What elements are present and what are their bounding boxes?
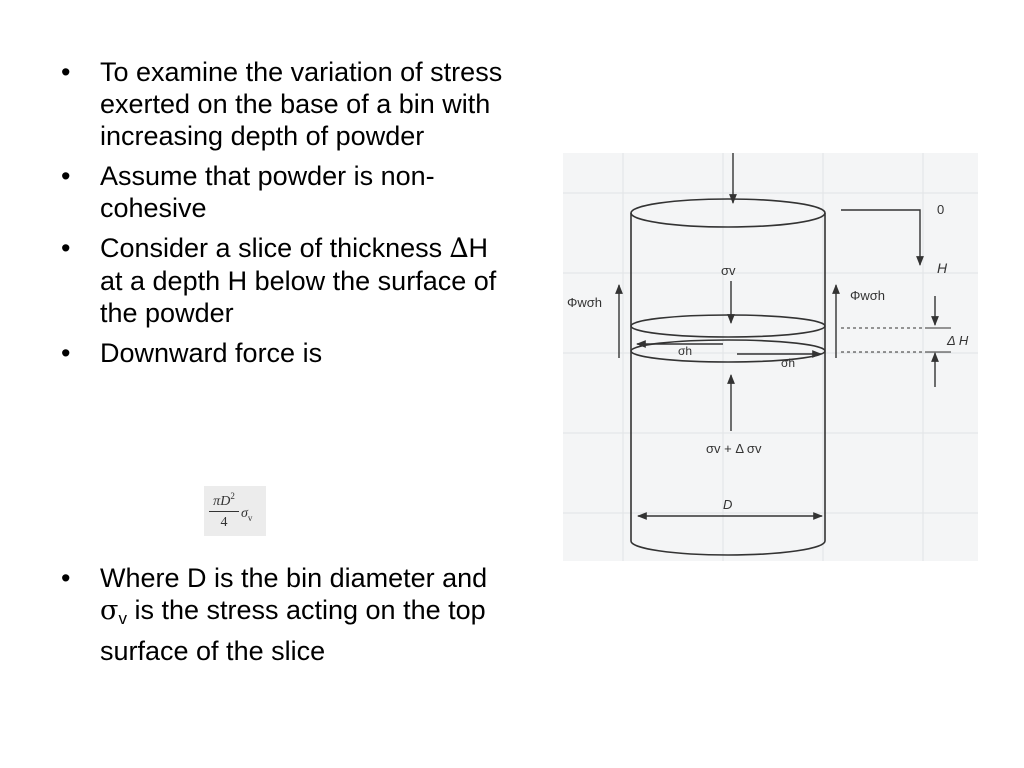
formula-sigma-subscript: v [247,512,253,523]
bullet-item [61,56,511,152]
label-diameter: D [723,497,733,512]
formula-sigma-symbol: σ [241,506,248,521]
bullet-text: Downward force is [100,338,323,368]
bin-slice-diagram [563,153,978,561]
bullet-text-pre: Consider a slice of thickness [100,233,450,263]
downward-force-formula [204,486,266,536]
label-sigma-h-right: σh [781,356,796,370]
formula-denominator: 4 [220,515,228,530]
bullet-list-top [61,56,511,369]
delta-h-extensions [841,328,951,352]
slice-bottom-ellipse [631,340,825,362]
label-sigma-v: σv [721,263,736,278]
label-phi-right: Φwσh [850,288,886,303]
formula-d: D [220,494,231,509]
background-grid [563,153,978,561]
formula-pi: π [213,494,221,509]
label-phi-left: Φwσh [567,295,603,310]
label-delta-h: Δ H [947,333,969,348]
bullet-marker: • [61,563,71,593]
bin-bottom-arc [631,541,825,555]
diagram-svg [563,153,978,561]
bullet-item [61,562,511,667]
bullet-text-post: H at a depth H below the surface of the powder [100,233,497,328]
label-sigma-v-delta: σv + Δ σv [706,441,762,456]
bullet-text-pre: Where D is the bin diameter and [100,563,488,593]
fraction-bar [209,511,239,512]
bullet-item [61,160,511,224]
label-h: H [937,260,948,276]
sigma-symbol: σ [100,595,119,626]
bullet-item [61,337,511,369]
delta-symbol: ∆ [449,233,469,264]
bullet-text: To examine the variation of stress exerted on the base of a bin with increasing depth of powder [100,57,503,151]
formula-sigma [241,506,252,523]
depth-h-arrow [841,210,920,265]
bullet-text: Assume that powder is non-cohesive [100,161,435,223]
bullet-marker: • [61,338,71,368]
slice-top-ellipse [631,315,825,337]
bullet-list-bottom [61,562,511,667]
bullet-text-post: is the stress acting on the top surface of the slice [100,595,486,666]
label-zero: 0 [937,202,945,217]
bullet-item [61,232,511,329]
label-sigma-h-left: σh [678,344,693,358]
bullet-marker: • [61,161,71,191]
bullet-marker: • [61,233,71,263]
bullet-marker: • [61,57,71,87]
sigma-subscript: v [118,609,127,628]
bin-top-ellipse [631,199,825,227]
formula-fraction [209,489,239,530]
formula-exponent: 2 [230,491,235,501]
